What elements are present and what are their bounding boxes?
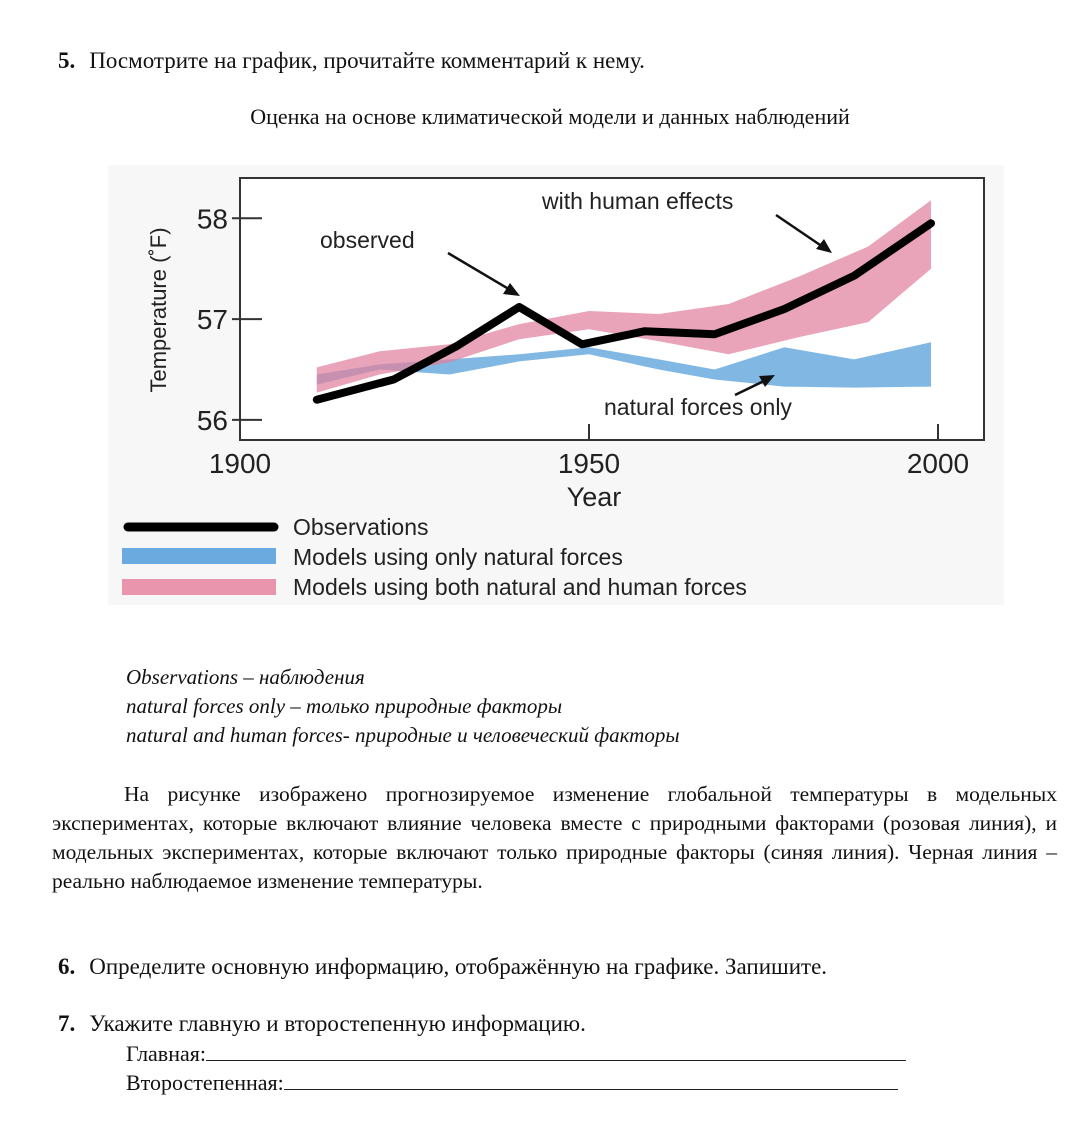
figure-title: Оценка на основе климатической модели и данных наблюдений — [250, 104, 850, 129]
main-info-row — [126, 1040, 906, 1067]
secondary-info-row — [126, 1069, 898, 1096]
task-text: Посмотрите на график, прочитайте комментарий к нему. — [89, 48, 645, 73]
y-tick-label: 58 — [196, 203, 228, 235]
main-info-blank[interactable] — [206, 1040, 906, 1061]
task-number: 7. — [58, 1011, 76, 1036]
paragraph-text: На рисунке изображено прогнозируемое изменение глобальной температуры в модельных экспериментах, которые включают влияние человека вместе с природными факторами (розовая линия), и модельных экспериментах, которые включают только природные факторы (синяя линия). Черная линия – реально наблюдаемое изменение температуры. — [52, 782, 1057, 893]
legend-label-human: Models using both natural and human forces — [293, 574, 747, 600]
annotation-natural-forces: natural forces only — [604, 394, 792, 420]
glossary-item: natural forces only – только природные факторы — [126, 694, 563, 718]
y-tick-label: 56 — [196, 404, 228, 436]
glossary-item: natural and human forces- природные и человеческий факторы — [126, 723, 680, 747]
annotation-human-effects: with human effects — [542, 188, 734, 214]
task-text: Определите основную информацию, отображённую на графике. Запишите. — [89, 954, 828, 979]
task-6 — [58, 954, 827, 980]
legend-swatch-natural — [122, 548, 276, 564]
task-5 — [58, 48, 645, 74]
legend-swatch-human — [122, 579, 276, 595]
x-tick-label: 2000 — [906, 448, 970, 479]
task-text: Укажите главную и второстепенную информацию. — [89, 1011, 586, 1036]
task-7 — [58, 1011, 586, 1037]
x-tick-label: 1900 — [208, 448, 272, 479]
annotation-observed: observed — [320, 227, 415, 253]
glossary-item: Observations – наблюдения — [126, 665, 365, 689]
secondary-info-blank[interactable] — [284, 1069, 898, 1090]
x-axis-label: Year — [566, 482, 622, 512]
explanation-paragraph — [52, 780, 1057, 896]
task-number: 6. — [58, 954, 76, 979]
legend-label-observations: Observations — [293, 514, 429, 540]
task-number: 5. — [58, 48, 76, 73]
y-axis-label: Temperature (˚F) — [146, 227, 171, 393]
glossary — [126, 663, 680, 750]
temperature-chart — [108, 165, 1004, 605]
y-tick-label: 57 — [196, 304, 228, 336]
legend-label-natural: Models using only natural forces — [293, 544, 623, 570]
main-info-label: Главная: — [126, 1041, 206, 1066]
x-tick-label: 1950 — [557, 448, 621, 479]
secondary-info-label: Второстепенная: — [126, 1070, 284, 1095]
